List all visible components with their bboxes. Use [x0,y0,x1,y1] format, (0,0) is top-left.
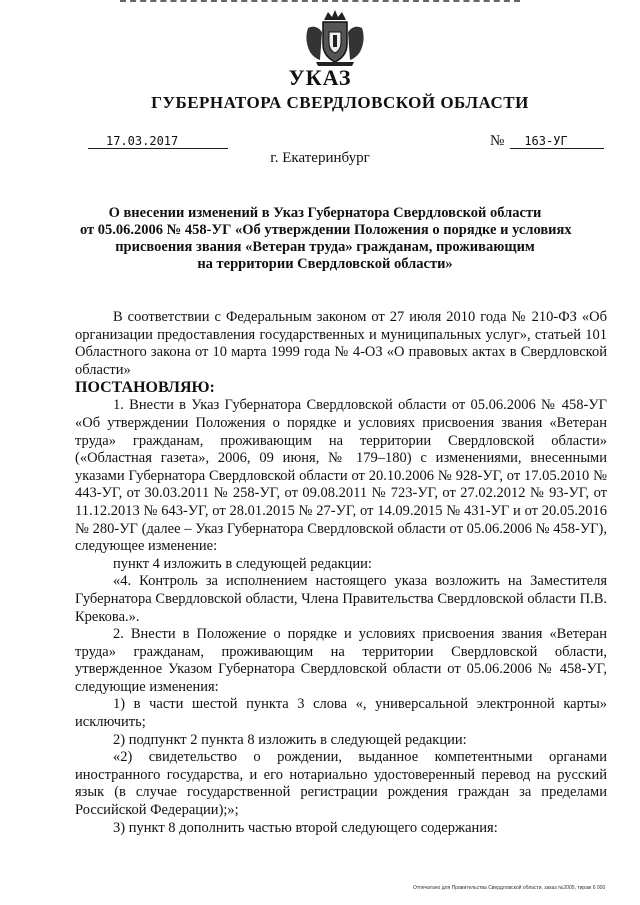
decree-word: ПОСТАНОВЛЯЮ: [75,379,215,397]
document-city: г. Екатеринбург [270,150,370,166]
print-footer: Отпечатано для Правительства Свердловской области, заказ №2005, тираж 6 000 [413,885,606,891]
paragraph-2-3: 3) пункт 8 дополнить частью второй следующего содержания: [113,819,498,836]
coat-of-arms-emblem [302,8,368,68]
intro-paragraph: В соответствии с Федеральным законом от 27 июля 2010 года № 210-ФЗ «Об организации предоставления государственных и муниципальных услуг», статьей 101 Областного закона от 10 марта 1999 года № 4-ОЗ «О правовых актах в Свердловской области» [75,309,607,378]
document-date: 17.03.2017 [88,134,228,149]
document-title: УКАЗ [288,65,352,90]
heading-line: О внесении изменений в Указ Губернатора Свердловской области [108,205,542,221]
heading-line: присвоения звания «Ветеран труда» гражданам, проживающим [115,239,535,255]
paragraph-2-2: 2) подпункт 2 пункта 8 изложить в следующей редакции: [113,731,467,748]
paragraph-1: 1. Внести в Указ Губернатора Свердловской области от 05.06.2006 № 458-УГ «Об утверждении Положения о порядке и условиях присвоения звания «Ветеран труда» гражданам, проживающим на территории Свердловской области» («Областная газета», 2006, 09 июня, № 179–180) с изменениями, внесенными указами Губернатора Свердловской области от 20.10.2006 № 928-УГ, от 17.05.2010 № 443-УГ, от 30.03.2011 № 258-УГ, от 09.08.2011 № 723-УГ, от 27.02.2012 № 93-УГ, от 11.12.2013 № 643-УГ, от 28.01.2015 № 27-УГ, от 14.09.2015 № 431-УГ и от 20.05.2016 № 280-УГ (далее – Указ Губернатора Свердловской области от 05.06.2006 № 458-УГ), следующее изменение: [75,397,607,555]
paragraph-2-2a: «2) свидетельство о рождении, выданное компетентными органами иностранного государства, и его нотариально удостоверенный перевод на русский язык (в случае государственной регистрации рождения граждан за пределами Российской Федерации);»; [75,749,607,819]
paragraph-2-1: 1) в части шестой пункта 3 слова «, универсальной электронной карты» исключить; [75,696,607,731]
document-body [75,309,607,837]
number-value: 163-УГ [510,134,604,149]
document-heading [80,205,570,273]
document-number [490,133,604,150]
heading-line: на территории Свердловской области» [197,256,453,272]
paragraph-1b: «4. Контроль за исполнением настоящего указа возложить на Заместителя Губернатора Свердловской области, Члена Правительства Свердловской области П.В. Крекова.». [75,573,607,625]
number-label: № [490,133,505,149]
top-dashed-line [120,0,520,4]
heading-line: от 05.06.2006 № 458-УГ «Об утверждении Положения о порядке и условиях [80,222,572,238]
document-subtitle: ГУБЕРНАТОРА СВЕРДЛОВСКОЙ ОБЛАСТИ [151,93,529,112]
paragraph-1a: пункт 4 изложить в следующей редакции: [113,555,372,572]
paragraph-2: 2. Внести в Положение о порядке и условиях присвоения звания «Ветеран труда» гражданам, проживающим на территории Свердловской области, утвержденное Указом Губернатора Свердловской области от 05.06.2006 № 458-УГ, следующие изменения: [75,626,607,695]
